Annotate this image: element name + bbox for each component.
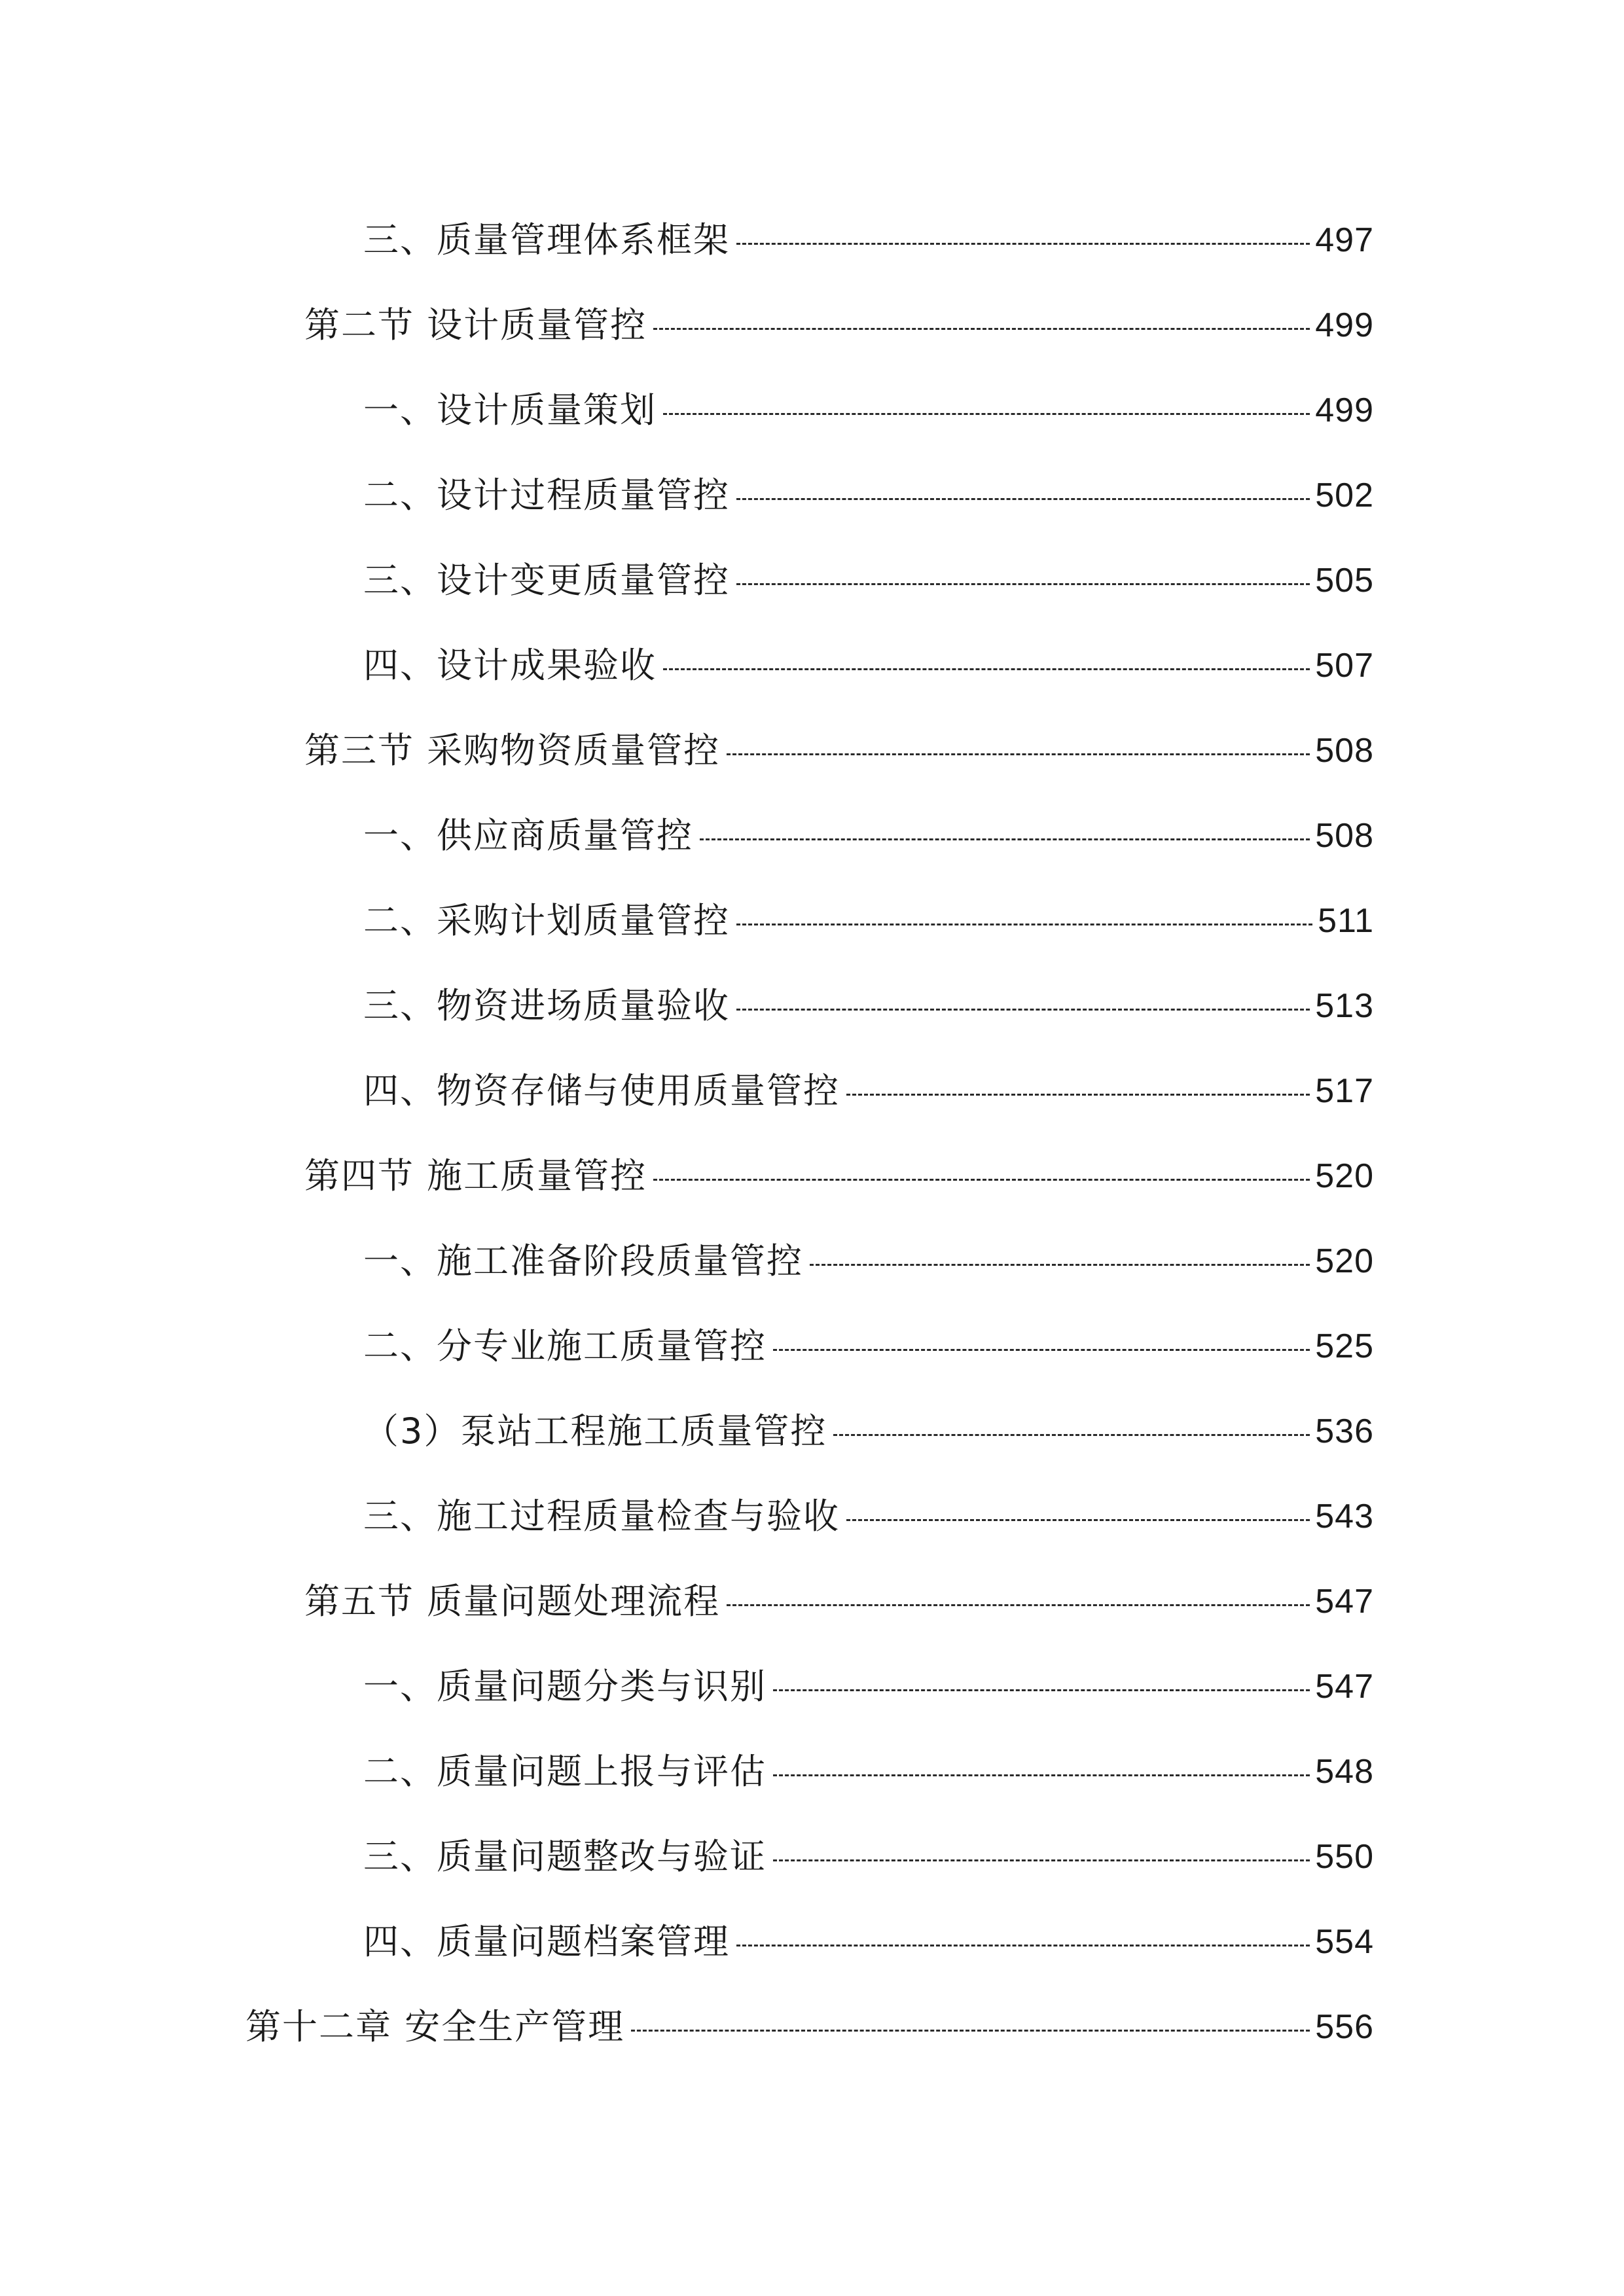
- toc-dot-leader: [736, 583, 1310, 585]
- toc-dot-leader: [700, 838, 1310, 840]
- toc-entry-title: 一、设计质量策划: [363, 389, 657, 431]
- toc-entry-title: 四、质量问题档案管理: [363, 1921, 730, 1962]
- toc-entry-issue-archive[interactable]: [363, 1916, 1374, 1968]
- toc-dot-leader: [773, 1689, 1310, 1691]
- toc-dot-leader: [727, 753, 1310, 755]
- toc-entry-design-process-control[interactable]: [363, 469, 1374, 522]
- toc-entry-title: 四、设计成果验收: [363, 645, 657, 686]
- toc-entry-title: 三、质量问题整改与验证: [363, 1836, 767, 1877]
- toc-entry-title: 三、施工过程质量检查与验收: [363, 1496, 840, 1537]
- toc-entry-construction-prep-control[interactable]: [363, 1235, 1374, 1287]
- toc-entry-page: 525: [1315, 1327, 1374, 1365]
- toc-entry-title: 三、质量管理体系框架: [363, 219, 730, 260]
- toc-entry-chapter-12[interactable]: [245, 2001, 1374, 2053]
- toc-entry-page: 511: [1318, 902, 1374, 940]
- toc-dot-leader: [653, 1179, 1310, 1181]
- toc-entry-title: 二、分专业施工质量管控: [363, 1325, 767, 1367]
- toc-entry-page: 520: [1315, 1242, 1374, 1280]
- toc-entry-section-4[interactable]: [304, 1150, 1374, 1202]
- toc-entry-issue-reporting[interactable]: [363, 1746, 1374, 1798]
- toc-entry-title: 一、施工准备阶段质量管控: [363, 1240, 803, 1282]
- toc-entry-title: 第五节 质量问题处理流程: [304, 1581, 721, 1622]
- toc-entry-section-2[interactable]: [304, 299, 1374, 351]
- toc-entry-section-5[interactable]: [304, 1575, 1374, 1628]
- toc-entry-title: 一、供应商质量管控: [363, 815, 693, 856]
- toc-entry-page: 497: [1315, 221, 1374, 259]
- toc-entry-design-change-control[interactable]: [363, 554, 1374, 607]
- toc-entry-title: 一、质量问题分类与识别: [363, 1666, 767, 1707]
- toc-entry-page: 507: [1315, 647, 1374, 685]
- toc-entry-page: 517: [1315, 1072, 1374, 1110]
- toc-entry-page: 508: [1315, 817, 1374, 855]
- toc-entry-issue-rectification[interactable]: [363, 1831, 1374, 1883]
- toc-entry-construction-inspection[interactable]: [363, 1490, 1374, 1543]
- toc-entry-page: 499: [1315, 391, 1374, 429]
- toc-dot-leader: [846, 1519, 1310, 1521]
- toc-dot-leader: [833, 1434, 1310, 1436]
- toc-entry-title: 三、设计变更质量管控: [363, 560, 730, 601]
- toc-entry-title: 二、质量问题上报与评估: [363, 1751, 767, 1792]
- toc-dot-leader: [773, 1859, 1310, 1861]
- toc-dot-leader: [736, 243, 1310, 245]
- toc-dot-leader: [736, 924, 1312, 925]
- toc-entry-page: 502: [1315, 476, 1374, 514]
- toc-entry-section-3[interactable]: [304, 725, 1374, 777]
- toc-entry-page: 556: [1315, 2008, 1374, 2046]
- toc-dot-leader: [736, 498, 1310, 500]
- toc-entry-title: 二、采购计划质量管控: [363, 900, 730, 941]
- toc-entry-quality-system-framework[interactable]: [363, 214, 1374, 266]
- toc-entry-page: 547: [1315, 1583, 1374, 1621]
- toc-entry-title: 二、设计过程质量管控: [363, 475, 730, 516]
- toc-dot-leader: [727, 1604, 1310, 1606]
- toc-entry-pump-station-control[interactable]: [363, 1405, 1374, 1458]
- toc-entry-page: 536: [1315, 1412, 1374, 1450]
- toc-entry-title: 第三节 采购物资质量管控: [304, 730, 721, 771]
- toc-entry-material-storage-control[interactable]: [363, 1065, 1374, 1117]
- toc-entry-supplier-control[interactable]: [363, 810, 1374, 862]
- toc-entry-page: 505: [1315, 562, 1374, 600]
- toc-dot-leader: [736, 1945, 1310, 1946]
- toc-dot-leader: [736, 1009, 1310, 1011]
- toc-entry-page: 499: [1315, 306, 1374, 344]
- toc-entry-page: 550: [1315, 1838, 1374, 1876]
- toc-entry-title: 四、物资存储与使用质量管控: [363, 1070, 840, 1111]
- toc-entry-page: 508: [1315, 732, 1374, 770]
- toc-entry-purchase-plan-control[interactable]: [363, 895, 1374, 947]
- toc-entry-title: 第十二章 安全生产管理: [245, 2006, 625, 2047]
- toc-entry-page: 554: [1315, 1923, 1374, 1961]
- toc-dot-leader: [653, 328, 1310, 330]
- toc-entry-design-quality-planning[interactable]: [363, 384, 1374, 437]
- toc-entry-page: 513: [1315, 987, 1374, 1025]
- toc-entry-title: （3）泵站工程施工质量管控: [363, 1410, 827, 1452]
- toc-entry-page: 520: [1315, 1157, 1374, 1195]
- toc-entry-page: 547: [1315, 1668, 1374, 1706]
- toc-dot-leader: [810, 1264, 1310, 1266]
- toc-entry-page: 548: [1315, 1753, 1374, 1791]
- toc-entry-material-inspection[interactable]: [363, 980, 1374, 1032]
- toc-dot-leader: [773, 1774, 1310, 1776]
- toc-dot-leader: [663, 413, 1310, 415]
- toc-dot-leader: [846, 1094, 1310, 1096]
- toc-entry-title: 第四节 施工质量管控: [304, 1155, 647, 1196]
- toc-dot-leader: [773, 1349, 1310, 1351]
- toc-dot-leader: [631, 2030, 1310, 2032]
- toc-entry-title: 三、物资进场质量验收: [363, 985, 730, 1026]
- toc-entry-specialty-construction-control[interactable]: [363, 1320, 1374, 1372]
- toc-entry-page: 543: [1315, 1498, 1374, 1535]
- toc-entry-issue-classification[interactable]: [363, 1660, 1374, 1713]
- toc-entry-title: 第二节 设计质量管控: [304, 304, 647, 346]
- toc-entry-design-acceptance[interactable]: [363, 639, 1374, 692]
- toc-dot-leader: [663, 668, 1310, 670]
